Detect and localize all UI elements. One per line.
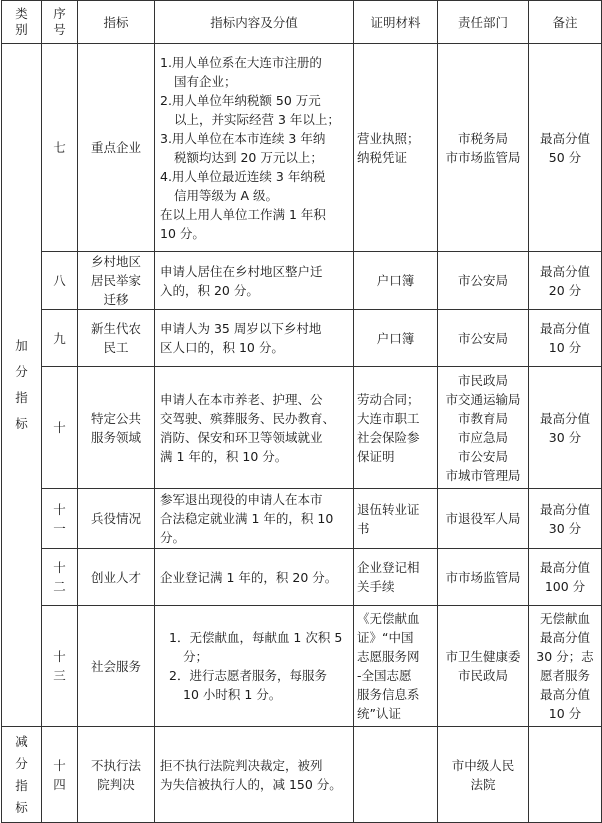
proof-cell-line: 大连市职工 xyxy=(357,410,420,426)
remark-cell xyxy=(529,489,602,549)
content-cell-line: 分； xyxy=(183,649,209,664)
remark-cell xyxy=(529,252,602,310)
indicator-cell-line: 服务领域 xyxy=(90,429,141,445)
remark-cell-line: 最高分值 xyxy=(539,630,590,645)
content-cell xyxy=(155,727,354,823)
remark-cell xyxy=(529,549,602,606)
indicator-cell-line: 迁移 xyxy=(103,292,129,307)
header-category: 类 别 xyxy=(2,1,42,44)
header-proof: 证明材料 xyxy=(354,1,438,44)
proof-cell-line: 关手续 xyxy=(357,579,395,594)
dept-cell-line: 市市场监管局 xyxy=(445,149,521,165)
dept-cell-line: 市税务局 xyxy=(457,130,508,146)
table-row xyxy=(2,367,602,489)
seq-cell xyxy=(42,549,78,606)
header-dept: 责任部门 xyxy=(438,1,529,44)
remark-cell-line: 无偿献血 xyxy=(539,611,590,626)
proof-cell-line: 保证明 xyxy=(357,448,395,464)
content-cell-line: 税额均达到 20 万元以上； xyxy=(174,149,323,165)
content-cell xyxy=(155,606,354,727)
remark-cell-line: 30 分；志 xyxy=(536,649,594,664)
proof-cell xyxy=(354,310,438,367)
proof-cell-line: 户口簿 xyxy=(376,330,415,346)
indicator-cell-line: 兵役情况 xyxy=(90,511,141,526)
indicator-cell-line: 民工 xyxy=(103,340,129,355)
proof-cell xyxy=(354,489,438,549)
content-cell-line: 区人口的，积 10 分。 xyxy=(160,340,284,355)
indicator-cell-line: 新生代农 xyxy=(90,321,141,336)
proof-cell-line: 服务信息系 xyxy=(357,687,420,702)
dept-cell-line: 市退役军人局 xyxy=(445,511,521,526)
seq-cell-line: 十 xyxy=(53,757,66,773)
proof-cell-line: -全国志愿 xyxy=(357,668,412,683)
remark-cell-line: 最高分值 xyxy=(539,501,590,517)
dept-cell-line: 市教育局 xyxy=(457,410,508,426)
seq-cell xyxy=(42,252,78,310)
content-cell xyxy=(155,489,354,549)
indicator-cell-line: 居民举家 xyxy=(90,273,141,288)
table-row xyxy=(2,252,602,310)
dept-cell-line: 市城市管理局 xyxy=(445,467,521,483)
content-cell xyxy=(155,44,354,252)
content-cell-line: 信用等级为 A 级。 xyxy=(174,187,278,203)
table-row xyxy=(2,310,602,367)
remark-cell-line: 最高分值 xyxy=(539,263,590,279)
seq-cell xyxy=(42,310,78,367)
remark-cell-line: 10 分 xyxy=(548,340,582,355)
indicator-cell xyxy=(78,252,155,310)
content-cell-line: 以上，并实际经营 3 年以上； xyxy=(174,111,340,127)
dept-cell-line: 市市场监管局 xyxy=(445,569,521,585)
seq-cell xyxy=(42,44,78,252)
indicator-cell-line: 社会服务 xyxy=(90,658,141,674)
dept-cell xyxy=(438,44,529,252)
header-row xyxy=(2,1,602,44)
content-cell-line: 企业登记满 1 年的，积 20 分。 xyxy=(160,569,338,585)
table-row xyxy=(2,549,602,606)
proof-cell xyxy=(354,252,438,310)
remark-cell xyxy=(529,310,602,367)
remark-cell-line: 30 分 xyxy=(548,520,582,536)
content-cell xyxy=(155,252,354,310)
dept-cell xyxy=(438,367,529,489)
remark-cell xyxy=(529,44,602,252)
remark-cell-line: 最高分值 xyxy=(539,687,590,702)
seq-cell-line: 七 xyxy=(53,140,66,155)
content-cell-line: 申请人在本市养老、护理、公 xyxy=(160,391,323,407)
indicator-cell-line: 创业人才 xyxy=(90,569,141,585)
content-cell-line: 在以上用人单位工作满 1 年积 xyxy=(160,206,326,222)
content-cell-line: 分。 xyxy=(160,530,186,545)
remark-cell-line: 20 分 xyxy=(548,282,582,298)
content-cell-line: 2.用人单位年纳税额 50 万元 xyxy=(160,92,321,108)
remark-cell-line: 最高分值 xyxy=(539,410,590,426)
proof-cell xyxy=(354,549,438,606)
content-cell-line: 满 1 年的，积 10 分。 xyxy=(160,448,288,464)
dept-cell xyxy=(438,606,529,727)
proof-cell-line: 统”认证 xyxy=(357,706,401,721)
seq-cell-line: 十 xyxy=(53,420,66,435)
proof-cell-line: 社会保险参 xyxy=(357,429,420,445)
indicator-cell xyxy=(78,367,155,489)
seq-cell-line: 三 xyxy=(53,668,66,683)
content-cell-line: 国有企业； xyxy=(174,73,237,89)
seq-cell-line: 二 xyxy=(53,579,66,594)
content-cell-line: 10 小时积 1 分。 xyxy=(183,687,282,702)
seq-cell-line: 十 xyxy=(53,649,66,664)
seq-cell-line: 八 xyxy=(53,273,66,288)
proof-cell-line: 志愿服务网 xyxy=(357,649,420,664)
indicator-cell-line: 特定公共 xyxy=(90,410,141,426)
content-cell-line: 申请人为 35 周岁以下乡村地 xyxy=(160,321,322,336)
content-cell xyxy=(155,310,354,367)
dept-cell-line: 市公安局 xyxy=(457,448,508,464)
proof-cell-line: 纳税凭证 xyxy=(357,149,408,165)
category-deduct: 减 分 指 标 xyxy=(2,727,42,823)
indicator-cell xyxy=(78,549,155,606)
dept-cell xyxy=(438,310,529,367)
content-cell-line: 2．进行志愿者服务，每服务 xyxy=(169,668,327,683)
remark-cell-line: 最高分值 xyxy=(539,130,590,146)
proof-cell-line: 营业执照； xyxy=(357,130,420,146)
header-seq: 序 号 xyxy=(42,1,78,44)
indicator-cell-line: 乡村地区 xyxy=(90,254,141,269)
proof-cell-line: 退伍转业证 xyxy=(357,501,420,517)
table-row xyxy=(2,489,602,549)
dept-cell xyxy=(438,252,529,310)
remark-cell xyxy=(529,727,602,823)
table-row xyxy=(2,727,602,823)
content-cell-line: 为失信被执行人的，减 150 分。 xyxy=(160,776,342,792)
seq-cell xyxy=(42,367,78,489)
content-cell xyxy=(155,549,354,606)
remark-cell-line: 愿者服务 xyxy=(539,668,590,683)
header-indicator: 指标 xyxy=(78,1,155,44)
proof-cell-line: 户口簿 xyxy=(376,273,415,288)
remark-cell-line: 100 分 xyxy=(544,579,586,594)
indicator-cell xyxy=(78,606,155,727)
seq-cell-line: 十 xyxy=(53,560,66,575)
indicator-cell-line: 院判决 xyxy=(97,776,135,792)
remark-cell xyxy=(529,606,602,727)
content-cell-line: 参军退出现役的申请人在本市 xyxy=(160,492,323,507)
proof-cell xyxy=(354,606,438,727)
seq-cell-line: 九 xyxy=(53,330,66,346)
dept-cell-line: 市民政局 xyxy=(457,372,508,388)
content-cell xyxy=(155,367,354,489)
remark-cell-line: 50 分 xyxy=(548,149,582,165)
seq-cell xyxy=(42,606,78,727)
content-cell-line: 1．无偿献血，每献血 1 次积 5 xyxy=(169,630,343,645)
proof-cell xyxy=(354,367,438,489)
dept-cell xyxy=(438,549,529,606)
category-bonus: 加 分 指 标 xyxy=(2,44,42,727)
remark-cell-line: 最高分值 xyxy=(539,560,590,575)
dept-cell xyxy=(438,727,529,823)
header-content: 指标内容及分值 xyxy=(155,1,354,44)
dept-cell-line: 市中级人民 xyxy=(451,757,515,773)
dept-cell-line: 市民政局 xyxy=(457,668,508,683)
content-cell-line: 拒不执行法院判决裁定，被列 xyxy=(160,757,323,773)
table-row xyxy=(2,606,602,727)
dept-cell-line: 法院 xyxy=(470,776,496,792)
seq-cell-line: 十 xyxy=(53,501,66,517)
remark-cell-line: 10 分 xyxy=(548,706,582,721)
table-row xyxy=(2,44,602,252)
proof-cell-line: 证》“中国 xyxy=(357,630,414,645)
points-table xyxy=(1,0,602,823)
remark-cell-line: 最高分值 xyxy=(539,321,590,336)
dept-cell-line: 市卫生健康委 xyxy=(445,649,521,664)
content-cell-line: 1.用人单位系在大连市注册的 xyxy=(160,54,322,70)
content-cell-line: 合法稳定就业满 1 年的，积 10 xyxy=(160,511,334,526)
proof-cell-line: 劳动合同； xyxy=(357,391,420,407)
proof-cell-line: 《无偿献血 xyxy=(357,611,420,626)
header-remark: 备注 xyxy=(529,1,602,44)
content-cell-line: 交驾驶、殡葬服务、民办教育、 xyxy=(160,410,336,426)
indicator-cell xyxy=(78,310,155,367)
seq-cell-line: 四 xyxy=(53,776,66,792)
indicator-cell-line: 不执行法 xyxy=(90,757,141,773)
remark-cell-line: 30 分 xyxy=(548,429,582,445)
content-cell-line: 入的，积 20 分。 xyxy=(160,282,259,298)
dept-cell-line: 市公安局 xyxy=(457,273,508,288)
dept-cell xyxy=(438,489,529,549)
proof-cell xyxy=(354,727,438,823)
content-cell-line: 消防、保安和环卫等领域就业 xyxy=(160,429,323,445)
proof-cell-line: 企业登记相 xyxy=(357,560,420,575)
remark-cell xyxy=(529,367,602,489)
dept-cell-line: 市应急局 xyxy=(457,429,508,445)
content-cell-line: 4.用人单位最近连续 3 年纳税 xyxy=(160,168,326,184)
content-cell-line: 申请人居住在乡村地区整户迁 xyxy=(160,263,323,279)
content-cell-line: 3.用人单位在本市连续 3 年纳 xyxy=(160,130,326,146)
indicator-cell xyxy=(78,727,155,823)
dept-cell-line: 市交通运输局 xyxy=(445,391,521,407)
seq-cell xyxy=(42,727,78,823)
indicator-cell: 重点企业 xyxy=(78,44,155,252)
content-cell-line: 10 分。 xyxy=(160,225,205,241)
dept-cell-line: 市公安局 xyxy=(457,330,508,346)
proof-cell xyxy=(354,44,438,252)
indicator-cell xyxy=(78,489,155,549)
seq-cell-line: 一 xyxy=(53,520,66,536)
seq-cell xyxy=(42,489,78,549)
proof-cell-line: 书 xyxy=(357,520,370,536)
